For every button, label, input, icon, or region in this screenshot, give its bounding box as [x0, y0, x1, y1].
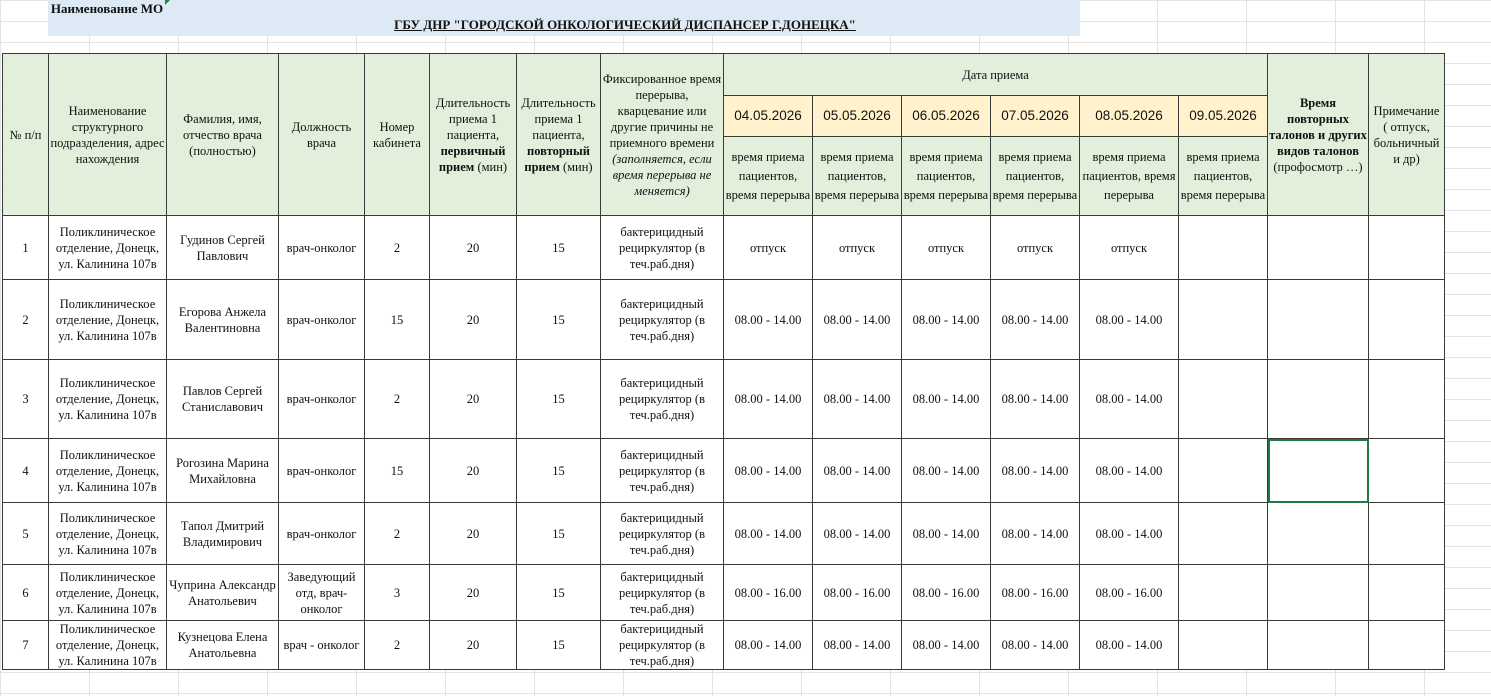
header-date-group[interactable]: Дата приема [724, 54, 1268, 96]
date-cell[interactable]: 09.05.2026 [1179, 96, 1268, 137]
date-cell[interactable]: 08.05.2026 [1080, 96, 1179, 137]
cell-time[interactable] [1179, 439, 1268, 503]
cell-note[interactable] [1369, 565, 1445, 621]
date-cell[interactable]: 05.05.2026 [813, 96, 902, 137]
cell-break[interactable]: бактерицидный рециркулятор (в теч.раб.дня) [601, 280, 724, 360]
organization-title[interactable]: ГБУ ДНР "ГОРОДСКОЙ ОНКОЛОГИЧЕСКИЙ ДИСПАНСЕР Г.ДОНЕЦКА" [394, 17, 856, 32]
cell-tickets[interactable] [1268, 621, 1369, 670]
table-row [3, 621, 1445, 670]
cell-name[interactable]: Рогозина Марина Михайловна [167, 439, 279, 503]
cell-break[interactable]: бактерицидный рециркулятор (в теч.раб.дня) [601, 216, 724, 280]
cell-time[interactable]: 08.00 - 14.00 [1080, 439, 1179, 503]
cell-time[interactable] [1179, 280, 1268, 360]
repeat-tickets-note: (профосмотр …) [1273, 159, 1363, 174]
cell-time[interactable] [1179, 216, 1268, 280]
cell-unit[interactable]: Поликлиническое отделение, Донецк, ул. Калинина 107в [49, 280, 167, 360]
cell-time[interactable]: 08.00 - 14.00 [991, 621, 1080, 670]
cell-num[interactable]: 7 [3, 621, 49, 670]
cell-name[interactable]: Кузнецова Елена Анатольевна [167, 621, 279, 670]
subheader-cell[interactable]: время приема пациентов, время перерыва [902, 137, 991, 216]
subheader-cell[interactable]: время приема пациентов, время перерыва [813, 137, 902, 216]
cell-time[interactable]: отпуск [1080, 216, 1179, 280]
cell-room[interactable]: 2 [365, 216, 430, 280]
cell-name[interactable]: Чуприна Александр Анатольевич [167, 565, 279, 621]
cell-name[interactable]: Гудинов Сергей Павлович [167, 216, 279, 280]
cell-unit[interactable]: Поликлиническое отделение, Донецк, ул. Калинина 107в [49, 439, 167, 503]
cell-tickets[interactable] [1268, 280, 1369, 360]
header-position[interactable]: Должность врача [279, 54, 365, 216]
table-row [3, 439, 1445, 503]
cell-repeat[interactable]: 15 [517, 439, 601, 503]
cell-time[interactable]: 08.00 - 14.00 [1080, 280, 1179, 360]
cell-num[interactable]: 2 [3, 280, 49, 360]
cell-time[interactable]: 08.00 - 16.00 [813, 565, 902, 621]
cell-room[interactable]: 15 [365, 280, 430, 360]
table-row [3, 216, 1445, 280]
first-visit-text: Длительность приема 1 пациента, [435, 95, 511, 142]
cell-break[interactable]: бактерицидный рециркулятор (в теч.раб.дня) [601, 360, 724, 439]
table-row [3, 565, 1445, 621]
cell-position[interactable]: врач-онколог [279, 360, 365, 439]
cell-num[interactable]: 3 [3, 360, 49, 439]
cell-time[interactable]: 08.00 - 16.00 [1080, 565, 1179, 621]
cell-time[interactable]: 08.00 - 14.00 [1080, 621, 1179, 670]
cell-time[interactable]: 08.00 - 14.00 [813, 439, 902, 503]
cell-note[interactable] [1369, 280, 1445, 360]
date-cell[interactable]: 07.05.2026 [991, 96, 1080, 137]
cell-tickets[interactable] [1268, 503, 1369, 565]
cell-time[interactable] [1179, 621, 1268, 670]
header-repeat-tickets[interactable] [1268, 54, 1369, 216]
cell-note[interactable] [1369, 439, 1445, 503]
cell-repeat[interactable]: 15 [517, 360, 601, 439]
date-cell[interactable]: 04.05.2026 [724, 96, 813, 137]
cell-time[interactable]: 08.00 - 14.00 [991, 503, 1080, 565]
cell-name[interactable]: Тапол Дмитрий Владимирович [167, 503, 279, 565]
cell-unit[interactable]: Поликлиническое отделение, Донецк, ул. Калинина 107в [49, 360, 167, 439]
cell-time[interactable]: 08.00 - 14.00 [991, 360, 1080, 439]
cell-position[interactable]: врач-онколог [279, 503, 365, 565]
cell-first[interactable]: 20 [430, 503, 517, 565]
subheader-cell[interactable]: время приема пациентов, время перерыва [991, 137, 1080, 216]
cell-time[interactable]: 08.00 - 14.00 [813, 280, 902, 360]
cell-time[interactable]: 08.00 - 14.00 [724, 621, 813, 670]
cell-repeat[interactable]: 15 [517, 280, 601, 360]
cell-time[interactable]: 08.00 - 14.00 [813, 503, 902, 565]
table-row [3, 360, 1445, 439]
subheader-cell[interactable]: время приема пациентов, время перерыва [1080, 137, 1179, 216]
cell-position[interactable]: врач-онколог [279, 280, 365, 360]
cell-time[interactable]: 08.00 - 14.00 [991, 280, 1080, 360]
cell-time[interactable]: 08.00 - 14.00 [902, 621, 991, 670]
cell-time[interactable] [1179, 360, 1268, 439]
header-repeat-visit[interactable] [517, 54, 601, 216]
cell-num[interactable]: 1 [3, 216, 49, 280]
cell-room[interactable]: 2 [365, 503, 430, 565]
cell-time[interactable] [1179, 503, 1268, 565]
cell-note[interactable] [1369, 216, 1445, 280]
first-visit-unit: (мин) [477, 159, 508, 174]
table-row [3, 503, 1445, 565]
cell-note[interactable] [1369, 621, 1445, 670]
break-text: Фиксированное время перерыва, кварцевание или другие причины не приемного времени [602, 71, 722, 150]
first-visit-bold: первичный прием [438, 143, 506, 174]
cell-room[interactable]: 15 [365, 439, 430, 503]
cell-position[interactable]: врач-онколог [279, 216, 365, 280]
cell-first[interactable]: 20 [430, 439, 517, 503]
cell-first[interactable]: 20 [430, 360, 517, 439]
cell-time[interactable]: 08.00 - 14.00 [1080, 360, 1179, 439]
mo-label[interactable]: Наименование МО [50, 1, 164, 16]
cell-time[interactable]: 08.00 - 14.00 [1080, 503, 1179, 565]
cell-repeat[interactable]: 15 [517, 216, 601, 280]
cell-repeat[interactable]: 15 [517, 565, 601, 621]
cell-time[interactable]: отпуск [991, 216, 1080, 280]
comment-marker [165, 0, 170, 5]
cell-time[interactable]: 08.00 - 14.00 [724, 280, 813, 360]
cell-time[interactable] [1179, 565, 1268, 621]
cell-repeat[interactable]: 15 [517, 621, 601, 670]
break-note: (заполняется, если время перерыва не меняется) [612, 151, 712, 198]
repeat-visit-bold: повторный прием [524, 143, 590, 174]
cell-time[interactable]: 08.00 - 16.00 [902, 565, 991, 621]
cell-first[interactable]: 20 [430, 280, 517, 360]
cell-time[interactable]: 08.00 - 14.00 [813, 360, 902, 439]
cell-num[interactable]: 6 [3, 565, 49, 621]
cell-name[interactable]: Егорова Анжела Валентиновна [167, 280, 279, 360]
cell-time[interactable]: 08.00 - 14.00 [724, 439, 813, 503]
cell-time[interactable]: 08.00 - 14.00 [724, 360, 813, 439]
header-first-visit[interactable] [430, 54, 517, 216]
cell-room[interactable]: 3 [365, 565, 430, 621]
cell-time[interactable]: 08.00 - 14.00 [902, 360, 991, 439]
cell-tickets[interactable] [1268, 439, 1369, 503]
cell-tickets[interactable] [1268, 360, 1369, 439]
cell-break[interactable]: бактерицидный рециркулятор (в теч.раб.дня) [601, 565, 724, 621]
header-doctor-name[interactable]: Фамилия, имя, отчество врача (полностью) [167, 54, 279, 216]
cell-break[interactable]: бактерицидный рециркулятор (в теч.раб.дня) [601, 503, 724, 565]
cell-time[interactable]: 08.00 - 14.00 [724, 503, 813, 565]
cell-room[interactable]: 2 [365, 360, 430, 439]
repeat-visit-text: Длительность приема 1 пациента, [521, 95, 596, 142]
cell-tickets[interactable] [1268, 565, 1369, 621]
cell-time[interactable]: отпуск [813, 216, 902, 280]
cell-num[interactable]: 4 [3, 439, 49, 503]
cell-tickets[interactable] [1268, 216, 1369, 280]
cell-note[interactable] [1369, 503, 1445, 565]
cell-room[interactable]: 2 [365, 621, 430, 670]
cell-break[interactable]: бактерицидный рециркулятор (в теч.раб.дня) [601, 621, 724, 670]
cell-time[interactable]: 08.00 - 14.00 [813, 621, 902, 670]
cell-first[interactable]: 20 [430, 565, 517, 621]
cell-time[interactable]: 08.00 - 16.00 [724, 565, 813, 621]
cell-note[interactable] [1369, 360, 1445, 439]
schedule-table [2, 53, 1445, 670]
header-break[interactable] [601, 54, 724, 216]
header-unit[interactable]: Наименование структурного подразделения, адрес нахождения [49, 54, 167, 216]
cell-break[interactable]: бактерицидный рециркулятор (в теч.раб.дня) [601, 439, 724, 503]
header-num[interactable]: № п/п [3, 54, 49, 216]
cell-time[interactable]: 08.00 - 14.00 [902, 503, 991, 565]
subheader-cell[interactable]: время приема пациентов, время перерыва [1179, 137, 1268, 216]
cell-repeat[interactable]: 15 [517, 503, 601, 565]
cell-unit[interactable]: Поликлиническое отделение, Донецк, ул. Калинина 107в [49, 565, 167, 621]
cell-time[interactable]: отпуск [724, 216, 813, 280]
header-note[interactable]: Примечание ( отпуск, больничный и др) [1369, 54, 1445, 216]
cell-unit[interactable]: Поликлиническое отделение, Донецк, ул. Калинина 107в [49, 216, 167, 280]
cell-time[interactable]: 08.00 - 16.00 [991, 565, 1080, 621]
cell-unit[interactable]: Поликлиническое отделение, Донецк, ул. Калинина 107в [49, 503, 167, 565]
cell-time[interactable]: 08.00 - 14.00 [991, 439, 1080, 503]
cell-name[interactable]: Павлов Сергей Станиславович [167, 360, 279, 439]
cell-unit[interactable]: Поликлиническое отделение, Донецк, ул. Калинина 107в [49, 621, 167, 670]
subheader-cell[interactable]: время приема пациентов, время перерыва [724, 137, 813, 216]
header-room[interactable]: Номер кабинета [365, 54, 430, 216]
cell-position[interactable]: врач - онколог [279, 621, 365, 670]
cell-time[interactable]: 08.00 - 14.00 [902, 439, 991, 503]
cell-first[interactable]: 20 [430, 216, 517, 280]
repeat-visit-unit: (мин) [562, 159, 593, 174]
table-row [3, 280, 1445, 360]
repeat-tickets-text: Время повторных талонов и других видов талонов [1269, 95, 1367, 158]
cell-time[interactable]: 08.00 - 14.00 [902, 280, 991, 360]
cell-position[interactable]: Заведующий отд, врач-онколог [279, 565, 365, 621]
cell-num[interactable]: 5 [3, 503, 49, 565]
cell-first[interactable]: 20 [430, 621, 517, 670]
cell-position[interactable]: врач-онколог [279, 439, 365, 503]
date-cell[interactable]: 06.05.2026 [902, 96, 991, 137]
cell-time[interactable]: отпуск [902, 216, 991, 280]
